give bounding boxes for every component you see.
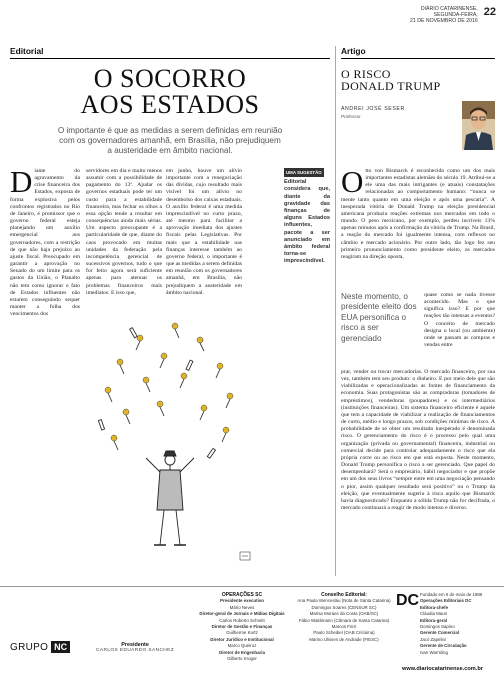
operations-line: Carlos Roberto Schmitt: [219, 617, 265, 623]
article-title-line1: O RISCO: [341, 67, 391, 81]
pull-quote: Neste momento, o presidente eleito dos EUA personifica o risco a ser gerenciado: [341, 292, 417, 343]
council-line: Marino Ulisses de Andrade (FIESC): [309, 636, 379, 642]
council-line: Marisa Moraes da Costa (OAB/SC): [309, 611, 379, 617]
juggler-figure-icon: [146, 451, 194, 545]
aside-text: Editorial considera que, diante da gravidade das finanças de alguns Estados influentes, pacote a ser anunciado em âmbito federal torna-se imprescindível.: [284, 179, 330, 265]
editorial-dropcap: D: [10, 168, 33, 199]
editorial-col1-text: iante do agravamento da crise financeira dos Estados, exposta de forma explosiva pelos confrontos registrados no Rio de Janeiro, é promissor que o governo federal esteja planejando um auxílio emergencial aos governadores, com a restrição de que não haja prejuízo ao ajuste fiscal. Preocupado em garantir a aprovação no Senado do um limite para os gastos da União, o Planalto não tem como ignorar o fato de Estados influentes não estarem conseguindo sequer manter a folha dos vencimentos dos: [10, 168, 80, 318]
president-block: [96, 642, 174, 653]
operations-line: Diretor de Gestão e Finanças: [211, 624, 273, 630]
operations-head: OPERAÇÕES SC: [221, 592, 263, 598]
dc-info: [420, 592, 498, 656]
header-weekday: SEGUNDA-FEIRA,: [433, 12, 478, 19]
operations-line: Mário Neves: [229, 604, 255, 610]
group-badge: NC: [51, 641, 70, 653]
council-line: Paulo Scheibel (OAB Criciúma): [313, 630, 375, 636]
group-name: GRUPO: [10, 641, 49, 653]
council-block: [296, 592, 392, 643]
dc-line: Jacó Zapelini: [420, 636, 446, 642]
dc-line: Ivan Warmling: [420, 649, 448, 655]
article-paragraph-2: quase como se nada tivesse acontecido. Mas o que significa isso? E por que reações tão intensas a eventos? O conceito de mercado designa o local (ou ambiente) onde se passam as compras e vendas entre: [424, 292, 495, 349]
council-line: Fábio Waldimann (Câmara de Santa Catarina): [298, 617, 390, 623]
article-author: ANDREI JOSÉ SESER: [341, 106, 405, 112]
editorial-aside: [284, 168, 330, 318]
operations-block: [196, 592, 288, 662]
author-photo: [462, 101, 495, 150]
operations-line: Marco Queiroz: [227, 643, 257, 649]
editorial-column-3: em junho, houve um alívio importante com a renegociação das dívidas, cujo resultado mais visível foi um alívio no desembolso dos caixas estaduais. O auxílio federal é uma medida imprescindível no curto prazo, até mesmo para facilitar a aprovação imediata dos ajustes fiscais pelas Legislativas. Por mais que a estabilidade nas finanças interesse também ao governo federal, o importante é que as medidas a serem definidas em reunião com os governadores amanhã, em Brasília, não prejudiquem a austeridade em âmbito nacional.: [166, 168, 242, 296]
dc-line: Editora-geral: [420, 617, 448, 623]
operations-line: Diretor Jurídico e Institucional: [210, 636, 274, 642]
article-paragraph-3: prar, vender ou trocar mercadorias. O mercado financeiro, por sua vez, também tem seu produto: o dinheiro. E por meio dele que são viabilizadas e operacionalizadas as fontes de financiamento da economia. Suas protagonistas são as compradoras (tomadores de empréstimos), vendedoras (poupadores) e os intermediários (instituições financeiras). Um sistema financeiro eficiente é aquele que tem a capacidade de viabilizar a realização de financiamentos de curto, médio e longo prazos, sob condições mínimas de risco. A probabilidade de se obter um resultado inesperado é denominada risco. O gerenciamento do risco é o processo pelo qual uma organização (privada ou governamental) financeira, industrial ou comercial decide para controlar adequadamente o risco que ela própria corre ou ao risco em que está exposta. Neste momento, Donald Trump personifica o risco a ser gerenciado. Que papel do desempenhará? Será o empresário, hábil negociador e que propõe em um dos seus livros “sempre entre em uma negociação pensando o pior, assim qualquer resultado será positivo” ou o Trump da eleição, que eventualmente sugeriu à risca aquilo que Bismarck havia diagnosticado? Enquanto a sólida Trump não for decifrada, o mercado continuará a reagir de modo intenso e diverso.: [341, 369, 495, 511]
website-link[interactable]: www.diariocatarinense.com.br: [402, 666, 483, 672]
newspaper-name: DIÁRIO CATARINENSE,: [420, 6, 478, 12]
header-date: 21 DE NOVEMBRO DE 2016: [409, 18, 478, 25]
grupo-nc-logo: [10, 640, 74, 654]
dc-line: Operações Editoriais DC: [420, 598, 472, 604]
article-dropcap: O: [341, 168, 364, 199]
signature-icon: [240, 552, 250, 560]
dc-line: Cláudia Mauri: [420, 611, 448, 617]
article-section-label: Artigo: [341, 46, 366, 56]
dc-line: Gerente Comercial: [420, 630, 460, 636]
editorial-subtitle: O importante é que as medidas a serem definidas em reunião com os governadores amanhã, em Brasília, não prejudiquem a austeridade em âmbito nacional.: [57, 126, 283, 155]
council-line: Domingos Soares (CENSUR SC): [311, 604, 377, 610]
editorial-title-line2: AOS ESTADOS: [80, 90, 260, 119]
juggler-illustration: [80, 320, 260, 570]
editorial-column-1: [10, 168, 80, 318]
editorial-title: [60, 66, 280, 118]
president-name: CARLOS EDUARDO SANCHEZ: [96, 648, 175, 653]
dc-line: Fundado em 5 de maio de 1986: [420, 592, 483, 597]
editorial-rule: [10, 58, 330, 59]
editorial-column-2: servidores em dia e muito menos assumir com a possibilidade de pagamento do 13º. Ajudar os governos estaduais pode ter um custo para a estabilidade financeira, mas fechar os olhos a essa opção tende a resultar em consequências ainda mais sérias. Um aspecto preocupante é a particularidade de que, diante do caos provocado em muitas unidades da federação pela incompetência gerencial de sucessivos governos, tudo o que for feito agora será suficiente apenas para atenuar os problemas financeiros mais imediatos. E isso que,: [86, 168, 162, 296]
operations-line: Diretor de Engenharia: [219, 649, 265, 655]
operations-line: Presidente executivo: [220, 598, 264, 604]
aside-tag: UMA SUGESTÃO: [284, 168, 324, 177]
council-head: Conselho Editorial:: [321, 592, 367, 598]
article-author-role: Professor: [341, 114, 361, 119]
president-label: Presidente: [121, 642, 149, 648]
dc-line: Gerente de Circulação: [420, 643, 467, 649]
dc-logo: DC: [396, 592, 420, 609]
article-title-line2: DONALD TRUMP: [341, 79, 441, 93]
operations-line: Gilberto Kruger: [227, 656, 257, 662]
page-header: [410, 6, 496, 25]
council-line: Ana Paula Wenceslau (Nota de Santa Catarina): [297, 598, 391, 604]
council-line: Marcos Ferri: [331, 624, 357, 630]
juggling-objects-icon: [98, 323, 233, 458]
article-paragraph-1: [341, 168, 495, 288]
editorial-section-label: Editorial: [10, 46, 44, 56]
article-para1-text: tto von Bismarck é reconhecido como um dos mais importantes estadistas alemães do século 19. Atribui-se a ele uma das mais intrigantes (e atuais) constatações relacionadas ao comportamento humano: “nunca se mente tanto quanto em uma eleição e após uma pescaria”. A inesperada vitória de Donald Trump na eleição presidencial americana produziu reações extremas nos mercados em todo o mundo. O peso mexicano, por exemplo, perdeu incríveis 13% apenas minutos após a confirmação da vitória de Trump. Na Brasil, a reação do mercado foi igualmente intensa, com reflexos no câmbio e mercado acionário. Por outro lado, tão logo fez seu primeiro pronunciamento como presidente eleito, os mercados reagiram na direção oposta,: [341, 168, 495, 260]
header-info: [410, 6, 478, 25]
editorial-column-4: [246, 168, 280, 318]
dc-line: Domingos Sapino: [420, 624, 455, 630]
page-number: 22: [483, 6, 496, 18]
operations-line: Guilherme Kurtz: [226, 630, 258, 636]
dc-line: Editora-chefe: [420, 604, 449, 610]
column-divider: [335, 46, 336, 576]
article-rule: [341, 58, 495, 59]
editorial-title-line1: O SOCORRO: [93, 64, 247, 93]
article-title: [341, 68, 495, 92]
operations-line: Diretor-geral de Jornais e Mídias Digitais: [199, 611, 285, 617]
